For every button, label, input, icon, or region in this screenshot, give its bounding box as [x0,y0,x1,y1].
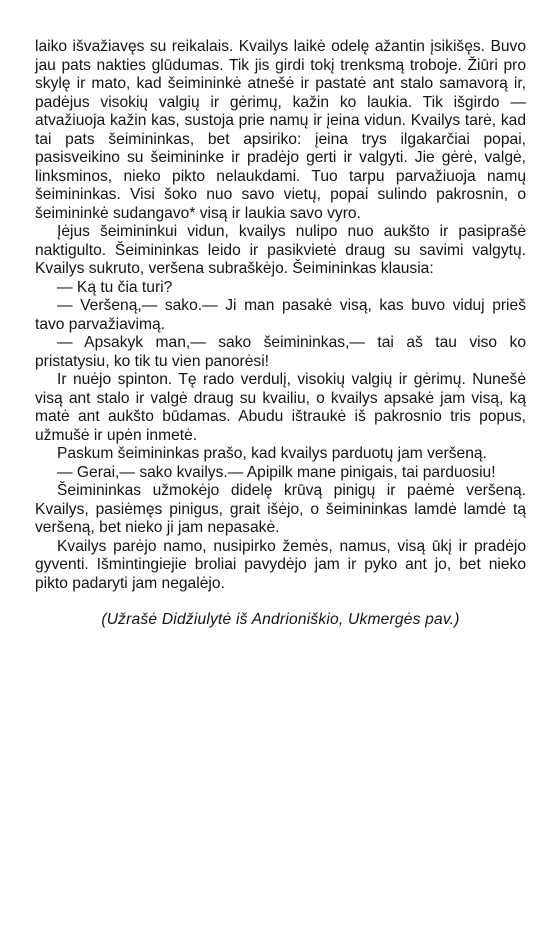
paragraph-6: Ir nuėjo spinton. Tę rado verdulį, visokių valgių ir gėrimų. Nunešė visą ant stalo ir valgė draug su kvailiu, o kvailys apsakė jam visą, ką matė ant aukšto būdamas. Abudu ištraukė iš pakrosnio tris popus, užmušė ir upėn inmetė. [35,371,526,444]
source-note: (Užrašė Didžiulytė iš Andrioniškio, Ukmergės pav.) [101,611,460,628]
dialogue-line-4: — Gerai,— sako kvailys.— Apipilk mane pinigais, tai parduosiu! [57,463,496,481]
dialogue-line-2: — Veršeną,— sako.— Ji man pasakė visą, kas buvo viduj prieš tavo parvažiavimą. [35,297,526,333]
book-page [35,38,526,629]
paragraph-1: laiko išvažiavęs su reikalais. Kvailys laikė odelę ažantin įsikišęs. Buvo jau pats nakties glūdumas. Tik jis girdi tokį trenksmą troboje. Žiūri pro skylę ir mato, kad šeimininkė atnešė ir pastatė ant stalo samavorą ir, padėjus visokių valgių ir gėrimų, kažin ko laukia. Tik išgirdo — atvažiuoja kažin kas, sustoja prie namų ir įeina vidun. Kvailys tarė, kad tai pats šeimininkas, bet apsiriko: įeina trys ilgakarčiai popai, pasisveikino su šeimininke ir pradėjo gerti ir valgyti. Jie gėrė, valgė, linksminos, nieko pikto nelaukdami. Tuo tarpu parvažiuoja namų šeimininkas. Visi šoko nuo savo vietų, popai sulindo pakrosnin, o šeimininkė sudangavo* visą ir laukia savo vyro. [35,38,526,222]
paragraph-9: Šeimininkas užmokėjo didelę krūvą pinigų ir paėmė veršeną. Kvailys, pasiėmęs pinigus, grait išėjo, o šeimininkas lamdė lamdė tą veršeną, bet nieko ji jam nepasakė. [35,482,526,536]
paragraph-2: Įėjus šeimininkui vidun, kvailys nulipo nuo aukšto ir pasiprašė naktigulto. Šeimininkas leido ir pasikvietė draug su savimi valgytų. Kvailys sukruto, veršena subraškėjo. Šeimininkas klausia: [35,223,526,277]
paragraph-7: Paskum šeimininkas prašo, kad kvailys parduotų jam veršeną. [57,445,487,462]
dialogue-line-3: — Apsakyk man,— sako šeimininkas,— tai aš tau viso ko pristatysiu, ko tik tu vien panorėsi! [35,334,526,370]
dialogue-line-1: — Ką tu čia turi? [57,278,173,296]
paragraph-10: Kvailys parėjo namo, nusipirko žemės, namus, visą ūkį ir pradėjo gyventi. Išmintingiejie broliai pavydėjo jam ir pyko ant jo, bet nieko pikto padaryti jam negalėjo. [35,537,526,592]
